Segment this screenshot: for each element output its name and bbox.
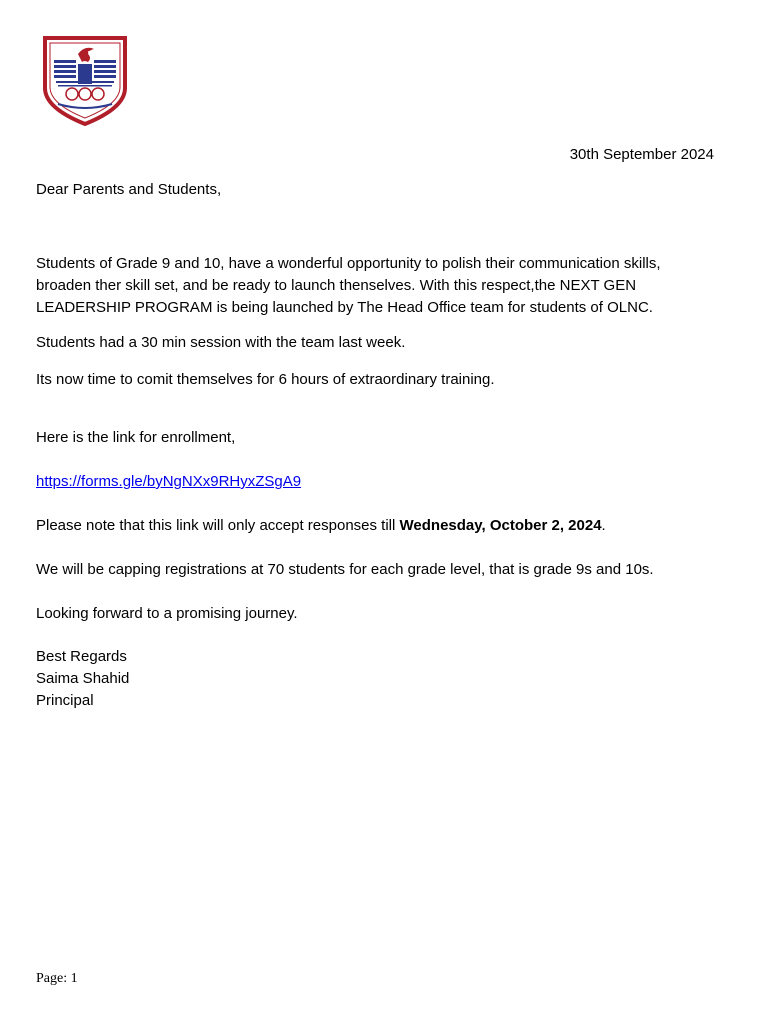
deadline-date: Wednesday, October 2, 2024 [399, 517, 602, 534]
page-number: Page: 1 [36, 971, 78, 986]
capping-paragraph: We will be capping registrations at 70 students for each grade level, that is grade 9s and 10s. [36, 561, 654, 578]
intro-line-3: LEADERSHIP PROGRAM is being launched by The Head Office team for students of OLNC. [36, 299, 653, 316]
enrollment-link-row [36, 471, 301, 493]
session-paragraph: Students had a 30 min session with the team last week. [36, 334, 406, 351]
training-paragraph: Its now time to comit themselves for 6 hours of extraordinary training. [36, 371, 495, 388]
school-crest-logo [42, 36, 128, 126]
intro-line-1: Students of Grade 9 and 10, have a wonderful opportunity to polish their communication skills, [36, 255, 661, 272]
signer-title: Principal [36, 692, 94, 709]
signer-name: Saima Shahid [36, 670, 130, 687]
enrollment-link[interactable]: https://forms.gle/byNgNXx9RHyxZSgA9 [36, 473, 302, 490]
salutation: Dear Parents and Students, [36, 181, 222, 198]
regards: Best Regards [36, 648, 127, 665]
letter-date: 30th September 2024 [569, 146, 714, 163]
deadline-paragraph [36, 515, 606, 537]
link-intro: Here is the link for enrollment, [36, 429, 236, 446]
intro-paragraph [36, 253, 706, 319]
deadline-prefix: Please note that this link will only accept responses till [36, 517, 400, 534]
deadline-suffix: . [601, 517, 606, 534]
intro-line-2: broaden ther skill set, and be ready to launch thenselves. With this respect,the NEXT GEN [36, 277, 637, 294]
closing-paragraph: Looking forward to a promising journey. [36, 605, 298, 622]
